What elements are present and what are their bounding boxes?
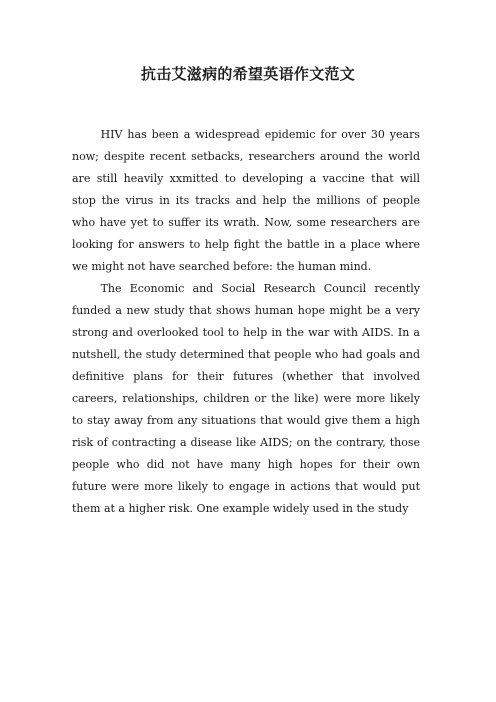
paragraph-2: The Economic and Social Research Council recently funded a new study that shows human hope might be a very strong and overlooked tool to help in the war with AIDS. In a nutshell, the study determined that people who had goals and definitive plans for their futures (whether that involved careers, relationships, children or the like) were more likely to stay away from any situations that would give them a high risk of contracting a disease like AIDS; on the contrary, those people who did not have many high hopes for their own future were more likely to engage in actions that would put them at a higher risk. One example widely used in the study xyxy=(72,282,420,515)
document-title: 抗击艾滋病的希望英语作文范文 xyxy=(140,65,356,83)
document-body xyxy=(72,124,420,520)
paragraph-1: HIV has been a widespread epidemic for over 30 years now; despite recent setbacks, researchers around the world are still heavily xxmitted to developing a vaccine that will stop the virus in its tracks and help the millions of people who have yet to suffer its wrath. Now, some researchers are looking for answers to help fight the battle in a place where we might not have searched before: the human mind. xyxy=(72,128,420,273)
